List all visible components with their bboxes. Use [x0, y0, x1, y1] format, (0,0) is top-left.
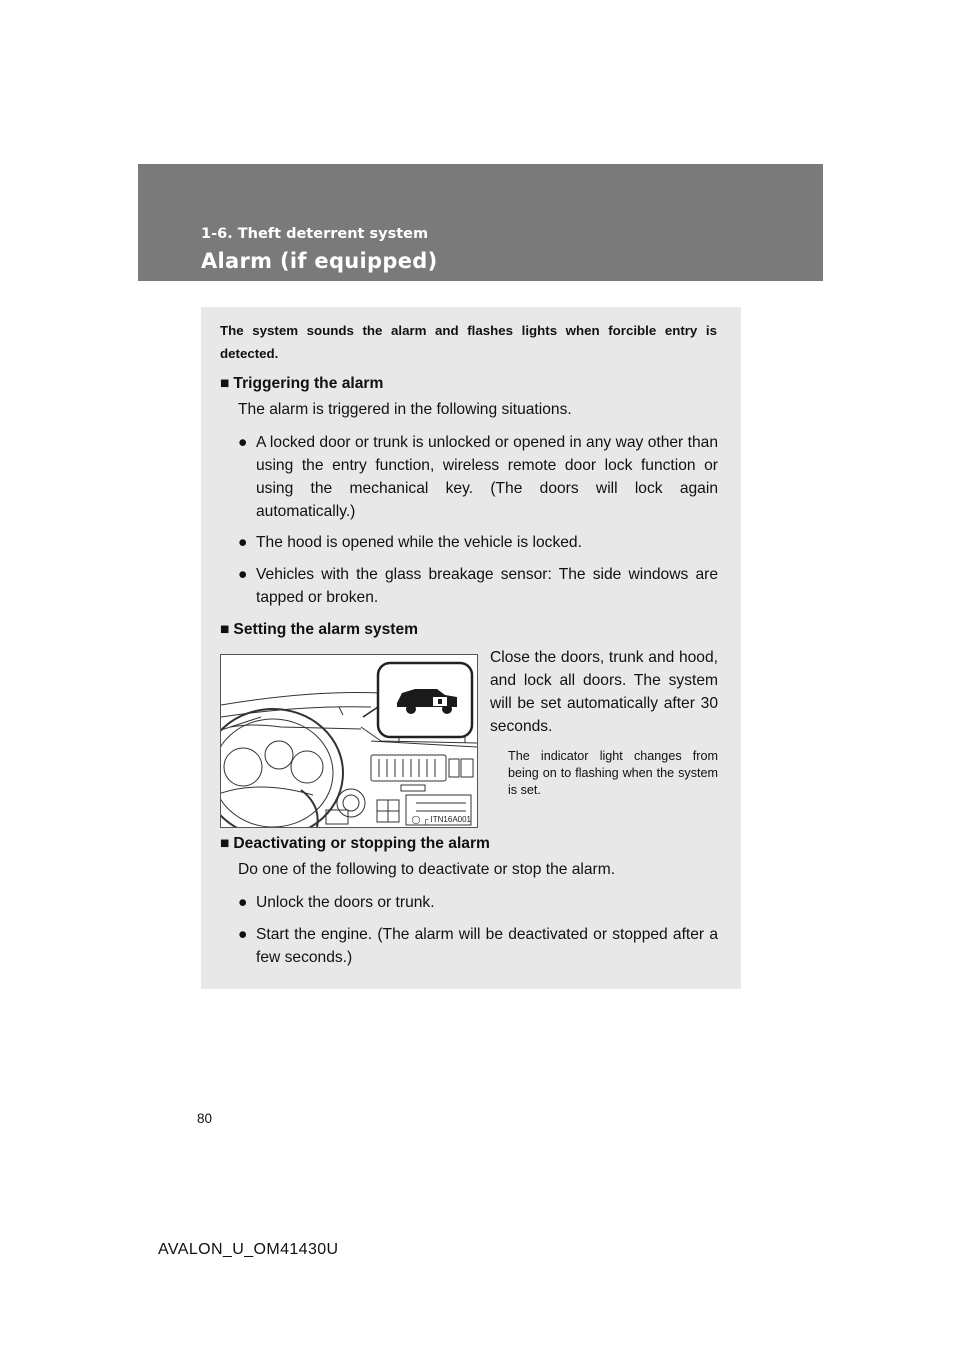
- dashboard-illustration: [220, 654, 478, 828]
- bullet-text: The hood is opened while the vehicle is locked.: [256, 534, 582, 551]
- setting-description: Close the doors, trunk and hood, and lock all doors. The system will be set automatically after 30 seconds.: [490, 649, 718, 735]
- section-marker: ■: [220, 375, 230, 392]
- heading-text: Setting the alarm system: [233, 621, 419, 638]
- bullet-item: [238, 923, 718, 969]
- bullet-icon: ●: [238, 894, 248, 911]
- section-marker: ■: [220, 621, 230, 638]
- bullet-icon: ●: [238, 566, 248, 583]
- intro-text: The system sounds the alarm and flashes lights when forcible entry is detected.: [220, 323, 717, 361]
- bullet-icon: ●: [238, 434, 248, 451]
- page-number: 80: [197, 1111, 213, 1126]
- indicator-note: The indicator light changes from being on to flashing when the system is set.: [508, 749, 718, 797]
- dashboard-drawing: [221, 655, 477, 827]
- deactivating-description: Do one of the following to deactivate or stop the alarm.: [238, 861, 616, 878]
- footer-code: AVALON_U_OM41430U: [158, 1241, 339, 1258]
- page-title: Alarm (if equipped): [201, 249, 438, 273]
- bullet-icon: ●: [238, 926, 248, 943]
- section-marker: ■: [220, 835, 230, 852]
- heading-text: Triggering the alarm: [233, 375, 384, 392]
- heading-deactivating: [220, 834, 490, 854]
- bullet-text: A locked door or trunk is unlocked or opened in any way other than using the entry function, wireless remote door lock function or using the mechanical key. (The doors will lock again automatically.): [256, 434, 718, 520]
- heading-text: Deactivating or stopping the alarm: [233, 835, 490, 852]
- bullet-item: [238, 563, 718, 609]
- bullet-item: [238, 431, 718, 523]
- section-label: 1-6. Theft deterrent system: [201, 226, 429, 242]
- bullet-item: [238, 891, 718, 914]
- heading-setting: [220, 620, 418, 640]
- bullet-item: [238, 531, 718, 554]
- bullet-text: Unlock the doors or trunk.: [256, 894, 435, 911]
- bullet-text: Start the engine. (The alarm will be deactivated or stopped after a few seconds.): [256, 926, 718, 966]
- page-header: [138, 164, 823, 281]
- bullet-text: Vehicles with the glass breakage sensor: The side windows are tapped or broken.: [256, 566, 718, 606]
- illustration-code: ◯ ┌ ITN16A001: [411, 815, 471, 824]
- content-box: [201, 307, 741, 989]
- heading-triggering: [220, 374, 383, 394]
- bullet-icon: ●: [238, 534, 248, 551]
- triggering-description: The alarm is triggered in the following situations.: [238, 401, 572, 418]
